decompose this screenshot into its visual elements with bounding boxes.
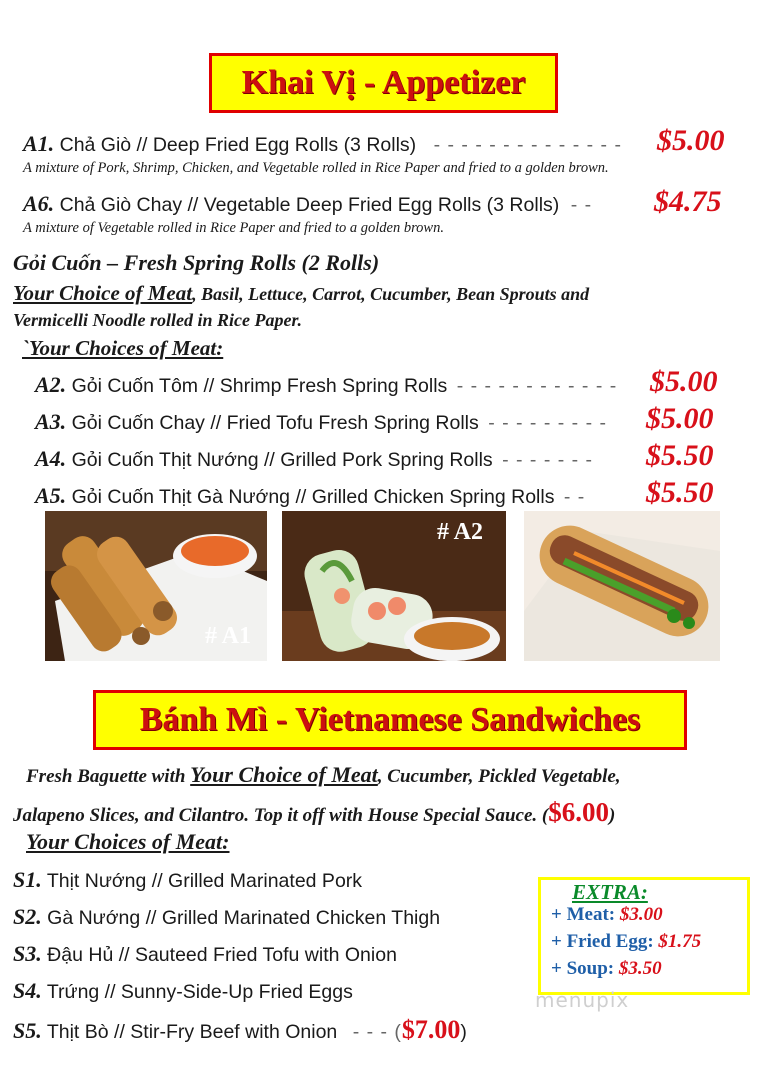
- menu-item-s3: [13, 941, 397, 967]
- price-close: ): [460, 1021, 467, 1043]
- item-price-s5: $7.00: [401, 1015, 461, 1044]
- item-code: A1.: [23, 131, 55, 156]
- extra-fried-egg: [551, 931, 701, 953]
- description-text: , Basil, Lettuce, Carrot, Cucumber, Bean Sprouts and: [192, 284, 590, 304]
- item-price-a3: $5.00: [646, 402, 714, 435]
- leader-dashes: - - - - - - - - - - - -: [456, 375, 618, 397]
- banh-mi-intro-line1: [26, 762, 621, 788]
- intro-text-2: , Cucumber, Pickled Vegetable,: [377, 766, 621, 787]
- appetizer-section-banner: [209, 53, 558, 113]
- item-name: Chả Giò // Deep Fried Egg Rolls (3 Rolls): [59, 134, 417, 156]
- menu-item-s5: [13, 1015, 467, 1045]
- item-name: Đậu Hủ // Sauteed Fried Tofu with Onion: [47, 944, 397, 966]
- intro-text-3: Jalapeno Slices, and Cilantro. Top it off with House Special Sauce. (: [13, 805, 549, 826]
- item-price-a6: $4.75: [654, 185, 722, 218]
- menu-item-a6: [23, 191, 592, 217]
- item-code: A6.: [23, 191, 55, 216]
- extra-soup: [551, 958, 662, 980]
- banh-mi-section-title: Bánh Mì - Vietnamese Sandwiches: [139, 701, 641, 738]
- extra-price: $3.00: [619, 904, 663, 925]
- menu-item-s1: [13, 867, 362, 893]
- menu-item-a4: [35, 446, 593, 472]
- banh-mi-section-banner: [93, 690, 687, 750]
- spring-rolls-heading: Gỏi Cuốn – Fresh Spring Rolls (2 Rolls): [13, 250, 380, 275]
- banh-mi-photo: [524, 511, 720, 661]
- extra-label: + Meat:: [551, 904, 620, 925]
- menu-item-s2: [13, 904, 440, 930]
- menu-item-a2: [35, 372, 617, 398]
- item-name: Chả Giò Chay // Vegetable Deep Fried Egg Rolls (3 Rolls): [59, 194, 560, 216]
- item-price-a5: $5.50: [646, 476, 714, 509]
- spring-rolls-description: [13, 281, 589, 306]
- menu-item-a5: [35, 483, 585, 509]
- menu-item-s4: [13, 978, 353, 1004]
- item-code: A3.: [35, 409, 67, 434]
- intro-text: Fresh Baguette with: [26, 766, 191, 787]
- leader-dashes: - -: [570, 194, 593, 216]
- item-code: S5.: [13, 1018, 42, 1043]
- item-name: Gỏi Cuốn Tôm // Shrimp Fresh Spring Rolls: [71, 375, 448, 397]
- item-name: Thịt Bò // Stir-Fry Beef with Onion: [46, 1021, 338, 1043]
- extra-box: [538, 877, 750, 995]
- item-code: A5.: [35, 483, 67, 508]
- spring-rolls-choices-label: `Your Choices of Meat:: [22, 336, 224, 360]
- item-code: S4.: [13, 978, 42, 1003]
- item-price-a1: $5.00: [657, 124, 725, 157]
- photo-label-a1: # A1: [205, 623, 252, 649]
- choice-of-meat-underlined: Your Choice of Meat: [190, 762, 378, 787]
- extra-label: + Fried Egg:: [551, 931, 659, 952]
- spring-rolls-photo: [282, 511, 506, 661]
- item-price-a2: $5.00: [650, 365, 718, 398]
- extra-meat: [551, 904, 663, 926]
- item-code: S2.: [13, 904, 42, 929]
- menu-item-a3: [35, 409, 607, 435]
- photo-label-a2: # A2: [437, 519, 484, 545]
- intro-close: ): [608, 805, 616, 826]
- item-code: S3.: [13, 941, 42, 966]
- extra-price: $1.75: [658, 931, 702, 952]
- item-code: A2.: [35, 372, 67, 397]
- extra-title: EXTRA:: [572, 880, 648, 904]
- watermark: menupix: [535, 988, 630, 1012]
- leader-dashes: - - - - - - - - - - - - - -: [433, 134, 622, 156]
- banh-mi-intro-line2: [13, 797, 615, 828]
- leader-dashes: - - - - - - -: [502, 449, 594, 471]
- leader-dashes: - - - - - - - - -: [488, 412, 607, 434]
- egg-rolls-photo: [45, 511, 267, 661]
- item-code: A4.: [35, 446, 67, 471]
- item-name: Thịt Nướng // Grilled Marinated Pork: [46, 870, 363, 892]
- item-name: Trứng // Sunny-Side-Up Fried Eggs: [46, 981, 353, 1003]
- item-name: Gỏi Cuốn Thịt Gà Nướng // Grilled Chicken Spring Rolls: [71, 486, 555, 508]
- item-name: Gỏi Cuốn Thịt Nướng // Grilled Pork Spring Rolls: [71, 449, 493, 471]
- item-description-a1: A mixture of Pork, Shrimp, Chicken, and Vegetable rolled in Rice Paper and fried to a golden brown.: [23, 160, 609, 176]
- choice-of-meat-underlined: Your Choice of Meat: [13, 281, 193, 305]
- extra-price: $3.50: [618, 958, 662, 979]
- item-name: Gỏi Cuốn Chay // Fried Tofu Fresh Spring Rolls: [71, 412, 479, 434]
- item-code: S1.: [13, 867, 42, 892]
- item-name: Gà Nướng // Grilled Marinated Chicken Thigh: [47, 907, 441, 929]
- banh-mi-price: $6.00: [548, 797, 609, 827]
- banh-mi-illustration: [524, 511, 720, 661]
- spring-rolls-description-line2: Vermicelli Noodle rolled in Rice Paper.: [13, 310, 302, 330]
- banh-mi-choices-label: Your Choices of Meat:: [26, 829, 230, 854]
- item-price-a4: $5.50: [646, 439, 714, 472]
- leader-dashes: - -: [563, 486, 586, 508]
- leader-dashes: - - - (: [352, 1021, 402, 1043]
- extra-label: + Soup:: [551, 958, 619, 979]
- item-description-a6: A mixture of Vegetable rolled in Rice Paper and fried to a golden brown.: [23, 220, 444, 236]
- appetizer-section-title: Khai Vị - Appetizer: [241, 64, 526, 101]
- menu-item-a1: [23, 131, 622, 157]
